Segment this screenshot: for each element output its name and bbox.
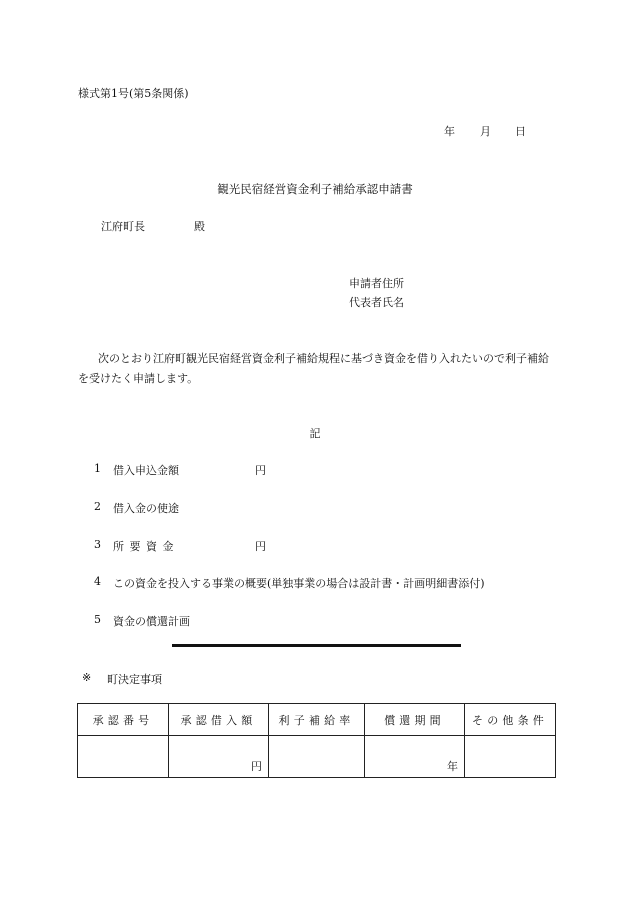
- cell-interest-subsidy-rate: [269, 736, 365, 778]
- body-text: 次のとおり江府町観光民宿経営資金利子補給規程に基づき資金を借り入れたいので利子補給を受けたく申請します。: [78, 352, 549, 385]
- item-number: 4: [94, 575, 101, 588]
- cell-approved-loan-amount: 円: [169, 736, 269, 778]
- item-number: 3: [94, 538, 101, 551]
- header-other-conditions: その他条件: [465, 704, 556, 736]
- item-label: 所要資金: [113, 540, 179, 553]
- addressee-name: 江府町長: [101, 220, 145, 233]
- divider-rule: [172, 644, 461, 647]
- item-unit: 円: [255, 540, 266, 553]
- applicant-name-label: 代表者氏名: [349, 296, 404, 309]
- addressee-honorific: 殿: [194, 220, 205, 233]
- item-number: 5: [94, 613, 101, 626]
- note-mark: ※: [82, 671, 92, 684]
- item-number: 2: [94, 500, 101, 513]
- header-approved-loan-amount: 承認借入額: [169, 704, 269, 736]
- date-day: 日: [515, 125, 526, 138]
- note-label: 町決定事項: [107, 673, 162, 686]
- date-year: 年: [444, 125, 455, 138]
- header-repayment-period: 償還期間: [365, 704, 465, 736]
- item-number: 1: [94, 462, 101, 475]
- item-unit: 円: [255, 464, 266, 477]
- header-interest-subsidy-rate: 利子補給率: [269, 704, 365, 736]
- cell-approval-number: [78, 736, 169, 778]
- item-label: 借入金の使途: [113, 502, 179, 515]
- applicant-address-label: 申請者住所: [349, 277, 404, 290]
- cell-other-conditions: [465, 736, 556, 778]
- cell-repayment-period: 年: [365, 736, 465, 778]
- document-title: 観光民宿経営資金利子補給承認申請書: [217, 182, 413, 196]
- table-row: [78, 736, 556, 778]
- decision-table: [77, 703, 556, 778]
- date-month: 月: [480, 125, 491, 138]
- item-label: 借入申込金額: [113, 464, 179, 477]
- ki-heading: 記: [309, 427, 321, 440]
- item-label: 資金の償還計画: [113, 615, 190, 628]
- header-approval-number: 承認番号: [78, 704, 169, 736]
- item-label: この資金を投入する事業の概要(単独事業の場合は設計書・計画明細書添付): [113, 577, 485, 590]
- form-id: 様式第1号(第5条関係): [78, 87, 189, 100]
- table-header-row: [78, 704, 556, 736]
